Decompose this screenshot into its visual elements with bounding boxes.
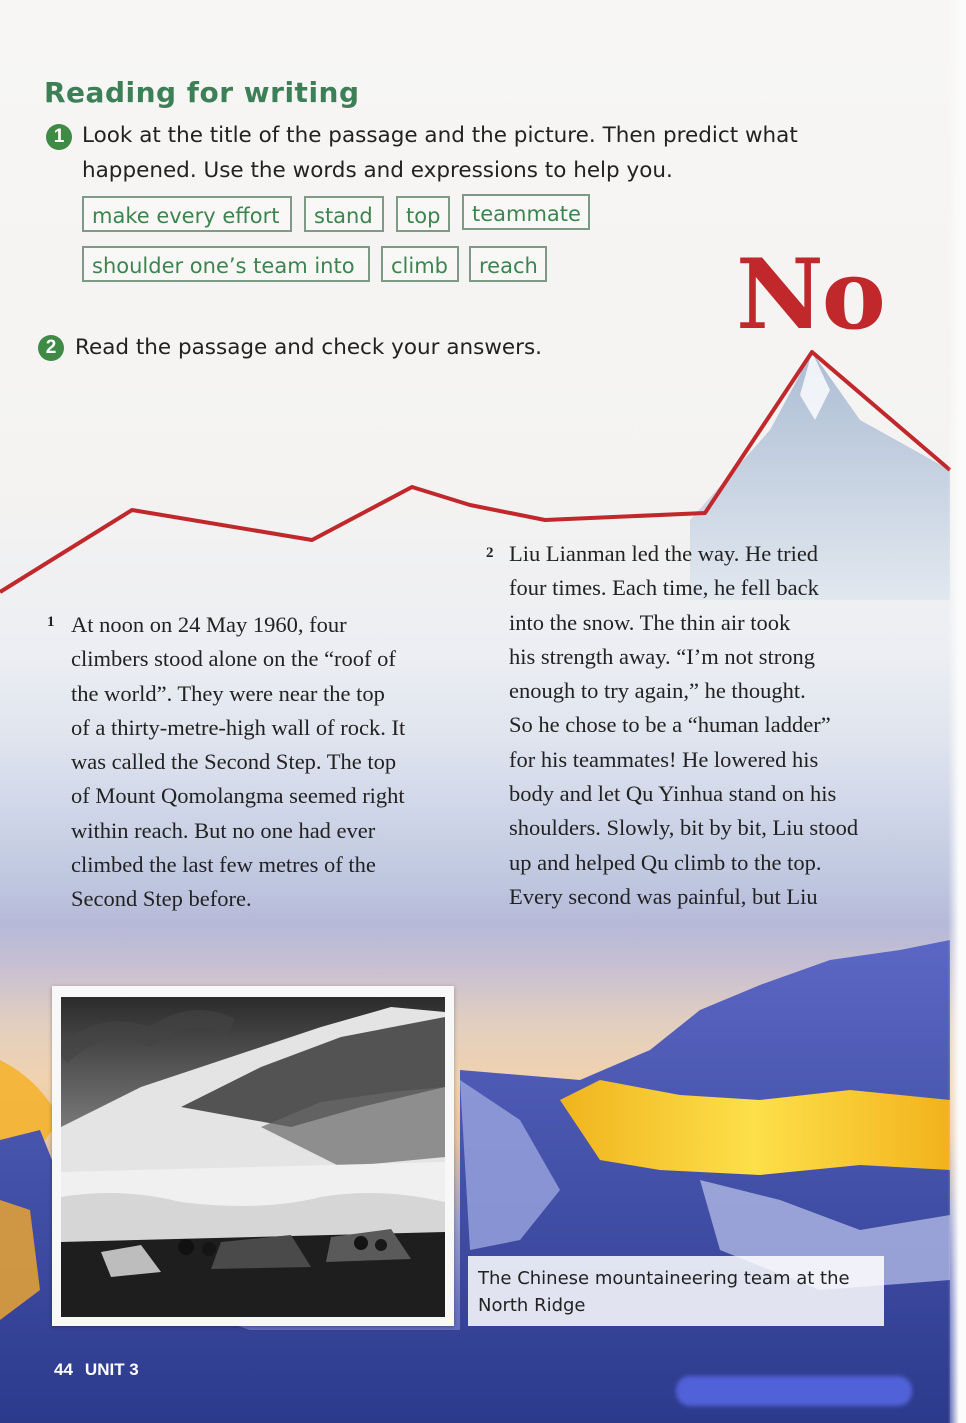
task-1-instruction — [82, 118, 798, 188]
paragraph-line: climbers stood alone on the “roof of — [71, 646, 396, 672]
paragraph-line: Every second was painful, but Liu — [509, 883, 818, 909]
word-box-item: teammate — [462, 194, 590, 230]
paragraph-line: his strength away. “I’m not strong — [509, 643, 815, 669]
paragraph-2 — [509, 537, 858, 914]
paragraph-line: within reach. But no one had ever — [71, 817, 376, 843]
word-box-item: shoulder one’s team into — [82, 246, 370, 282]
paragraph-line: for his teammates! He lowered his — [509, 746, 819, 772]
page-edge — [948, 0, 966, 1423]
page-number: 44 — [54, 1360, 73, 1379]
paragraph-line: of a thirty-metre-high wall of rock. It — [71, 714, 406, 740]
word-box-item: reach — [469, 246, 547, 282]
instruction-line: happened. Use the words and expressions to help you. — [82, 158, 673, 183]
word-box-item: make every effort — [82, 196, 292, 232]
paragraph-line: shoulders. Slowly, bit by bit, Liu stood — [509, 815, 859, 841]
paragraph-line: enough to try again,” he thought. — [509, 678, 806, 704]
paragraph-line: Second Step before. — [71, 886, 252, 912]
word-box-item: stand — [304, 196, 384, 232]
caption-line: North Ridge — [478, 1295, 586, 1316]
paragraph-line: At noon on 24 May 1960, four — [71, 612, 347, 637]
unit-label: UNIT 3 — [84, 1360, 139, 1379]
word-box-item: climb — [381, 246, 459, 282]
paragraph-1 — [71, 608, 405, 917]
paragraph-line: the world”. They were near the top — [71, 680, 385, 706]
task-2-instruction: Read the passage and check your answers. — [75, 335, 543, 360]
redaction-mark — [676, 1376, 912, 1406]
paragraph-number: 2 — [486, 545, 494, 561]
passage-title-word: No — [736, 238, 884, 351]
paragraph-line: body and let Qu Yinhua stand on his — [509, 781, 837, 807]
page-footer — [54, 1360, 151, 1380]
historical-photo-frame — [52, 986, 454, 1326]
paragraph-line: was called the Second Step. The top — [71, 749, 397, 775]
instruction-line: Look at the title of the passage and the picture. Then predict what — [82, 123, 798, 148]
mountaineers-photo — [61, 997, 445, 1317]
photo-caption — [468, 1256, 884, 1326]
paragraph-line: climbed the last few metres of the — [71, 852, 376, 878]
task-number-badge: 1 — [46, 124, 72, 150]
paragraph-line: into the snow. The thin air took — [509, 609, 791, 635]
paragraph-line: four times. Each time, he fell back — [509, 575, 819, 601]
paragraph-number: 1 — [47, 614, 55, 630]
paragraph-line: up and helped Qu climb to the top. — [509, 849, 822, 875]
paragraph-line: So he chose to be a “human ladder” — [509, 712, 831, 738]
paragraph-line: of Mount Qomolangma seemed right — [71, 783, 405, 809]
caption-line: The Chinese mountaineering team at the — [478, 1268, 850, 1289]
task-number-badge: 2 — [38, 335, 64, 361]
paragraph-line: Liu Lianman led the way. He tried — [509, 541, 819, 566]
word-box-item: top — [396, 196, 450, 232]
section-title: Reading for writing — [44, 76, 360, 109]
